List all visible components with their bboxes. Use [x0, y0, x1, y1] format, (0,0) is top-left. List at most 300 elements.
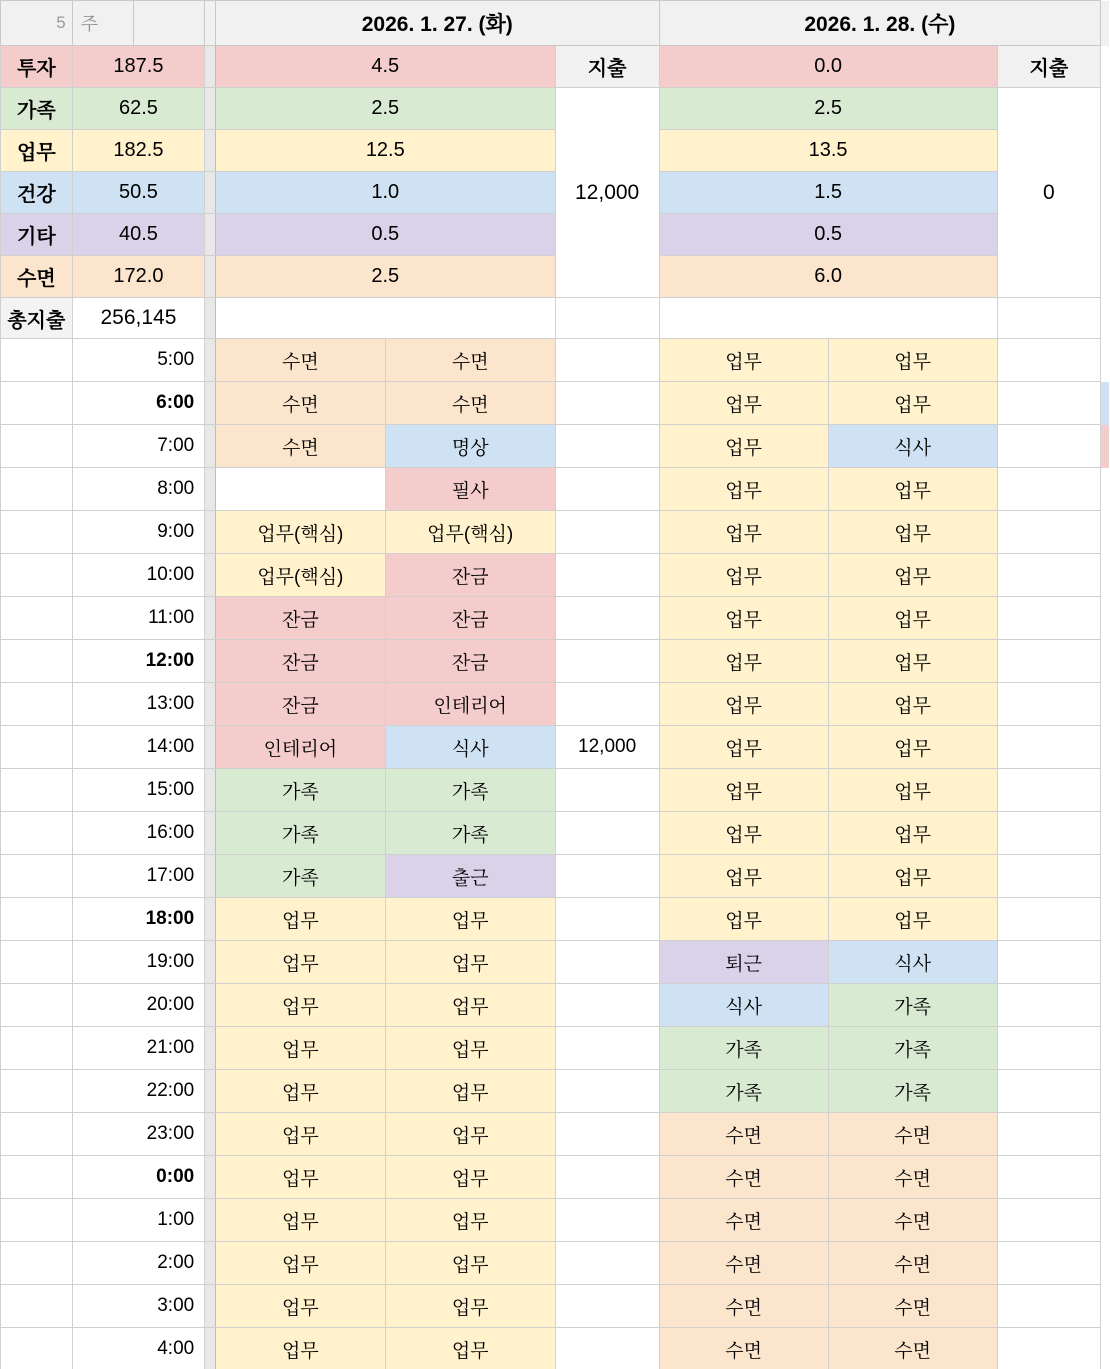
date-header-day2: 2026. 1. 28. (수) [659, 1, 1101, 46]
column-gap [205, 1070, 216, 1113]
category-day1-hours[interactable]: 0.5 [215, 214, 555, 256]
activity-cell-day1-actual[interactable]: 업무 [385, 1027, 555, 1070]
activity-cell-day1-actual[interactable]: 인테리어 [385, 683, 555, 726]
total-expense-row [1, 298, 1110, 339]
activity-cell-day1-actual[interactable]: 잔금 [385, 640, 555, 683]
activity-cell-day1-planned[interactable]: 인테리어 [215, 726, 385, 769]
expense-cell-day1[interactable] [555, 640, 659, 683]
activity-cell-day2-planned[interactable]: 수면 [659, 1113, 828, 1156]
right-edge-strip [1101, 468, 1110, 511]
right-edge-strip [1101, 1285, 1110, 1328]
activity-cell-day2-planned[interactable]: 업무 [659, 511, 828, 554]
right-edge-strip [1101, 511, 1110, 554]
empty-cell[interactable] [1, 1285, 73, 1328]
column-gap [205, 172, 216, 214]
activity-cell-day2-actual[interactable]: 수면 [828, 1199, 997, 1242]
activity-cell-day1-planned[interactable]: 잔금 [215, 640, 385, 683]
right-edge-strip [1101, 172, 1110, 214]
activity-cell-day2-planned[interactable]: 업무 [659, 640, 828, 683]
expense-cell-day2[interactable] [997, 1199, 1101, 1242]
activity-cell-day1-planned[interactable]: 수면 [215, 425, 385, 468]
time-label[interactable]: 18:00 [72, 898, 205, 941]
activity-cell-day2-actual[interactable]: 업무 [828, 726, 997, 769]
expense-cell-day2[interactable] [997, 468, 1101, 511]
time-row [1, 468, 1110, 511]
activity-cell-day1-actual[interactable]: 업무 [385, 1328, 555, 1369]
activity-cell-day2-planned[interactable]: 업무 [659, 726, 828, 769]
activity-cell-day1-actual[interactable]: 업무 [385, 1199, 555, 1242]
empty-cell[interactable] [1, 597, 73, 640]
empty-cell[interactable] [1, 339, 73, 382]
expense-cell-day1[interactable] [555, 511, 659, 554]
column-gap [205, 382, 216, 425]
activity-cell-day1-planned[interactable]: 가족 [215, 769, 385, 812]
expense-cell-day1[interactable] [555, 468, 659, 511]
time-row [1, 726, 1110, 769]
expense-cell-day1[interactable] [555, 597, 659, 640]
activity-cell-day1-actual[interactable]: 잔금 [385, 597, 555, 640]
total-expense-label[interactable]: 총지출 [1, 298, 73, 339]
activity-cell-day2-planned[interactable]: 업무 [659, 425, 828, 468]
expense-cell-day2[interactable] [997, 984, 1101, 1027]
activity-cell-day1-planned[interactable]: 업무 [215, 1070, 385, 1113]
empty-cell[interactable] [1, 683, 73, 726]
activity-cell-day2-planned[interactable]: 업무 [659, 554, 828, 597]
activity-cell-day2-actual[interactable]: 업무 [828, 683, 997, 726]
expense-cell-day2[interactable] [997, 1113, 1101, 1156]
category-day2-hours[interactable]: 6.0 [659, 256, 997, 298]
activity-cell-day2-planned[interactable]: 업무 [659, 769, 828, 812]
activity-cell-day2-actual[interactable]: 업무 [828, 898, 997, 941]
column-gap [205, 597, 216, 640]
activity-cell-day2-actual[interactable]: 업무 [828, 339, 997, 382]
column-gap [205, 1027, 216, 1070]
time-label[interactable]: 14:00 [72, 726, 205, 769]
expense-cell-day1[interactable] [555, 898, 659, 941]
empty-cell[interactable] [1, 1070, 73, 1113]
activity-cell-day2-actual[interactable]: 업무 [828, 812, 997, 855]
week-label: 주 [72, 1, 133, 46]
activity-cell-day2-planned[interactable]: 업무 [659, 683, 828, 726]
column-gap [205, 256, 216, 298]
column-gap [205, 1156, 216, 1199]
empty-cell[interactable] [1, 726, 73, 769]
expense-cell-day1[interactable] [555, 812, 659, 855]
time-label[interactable]: 17:00 [72, 855, 205, 898]
right-edge-strip [1101, 1027, 1110, 1070]
empty-cell[interactable] [1, 769, 73, 812]
activity-cell-day2-actual[interactable]: 식사 [828, 425, 997, 468]
activity-cell-day2-planned[interactable]: 업무 [659, 382, 828, 425]
time-label[interactable]: 0:00 [72, 1156, 205, 1199]
category-day1-hours[interactable]: 2.5 [215, 256, 555, 298]
expense-cell-day1[interactable] [555, 425, 659, 468]
activity-cell-day2-actual[interactable]: 업무 [828, 468, 997, 511]
time-label[interactable]: 3:00 [72, 1285, 205, 1328]
activity-cell-day1-planned[interactable]: 업무 [215, 941, 385, 984]
selection-edge-marker [1101, 1, 1110, 46]
expense-cell-day1[interactable]: 12,000 [555, 726, 659, 769]
empty-cell[interactable] [1, 468, 73, 511]
date-header-day1: 2026. 1. 27. (화) [215, 1, 659, 46]
activity-cell-day2-planned[interactable]: 업무 [659, 812, 828, 855]
expense-cell-day2[interactable] [997, 1027, 1101, 1070]
right-edge-strip [1101, 683, 1110, 726]
right-edge-strip [1101, 898, 1110, 941]
category-total[interactable]: 182.5 [72, 130, 205, 172]
right-edge-strip [1101, 214, 1110, 256]
activity-cell-day1-actual[interactable]: 업무(핵심) [385, 511, 555, 554]
expense-cell-day2[interactable] [997, 339, 1101, 382]
right-edge-strip [1101, 597, 1110, 640]
expense-cell-day1[interactable] [555, 1027, 659, 1070]
activity-cell-day2-planned[interactable]: 업무 [659, 597, 828, 640]
expense-cell-day1[interactable] [555, 339, 659, 382]
column-gap [205, 1113, 216, 1156]
right-edge-strip [1101, 298, 1110, 339]
activity-cell-day2-planned[interactable]: 업무 [659, 468, 828, 511]
time-row [1, 1027, 1110, 1070]
time-label[interactable]: 4:00 [72, 1328, 205, 1369]
activity-cell-day1-planned[interactable]: 업무 [215, 1027, 385, 1070]
column-gap [205, 339, 216, 382]
empty-cell[interactable] [1, 640, 73, 683]
expense-cell-day2[interactable] [997, 382, 1101, 425]
activity-cell-day2-planned[interactable]: 수면 [659, 1242, 828, 1285]
category-day2-hours[interactable]: 13.5 [659, 130, 997, 172]
activity-cell-day1-actual[interactable]: 업무 [385, 1070, 555, 1113]
time-row [1, 1113, 1110, 1156]
time-label[interactable]: 19:00 [72, 941, 205, 984]
time-label[interactable]: 22:00 [72, 1070, 205, 1113]
time-row [1, 898, 1110, 941]
activity-cell-day2-actual[interactable]: 수면 [828, 1328, 997, 1369]
activity-cell-day2-actual[interactable]: 식사 [828, 941, 997, 984]
column-gap [205, 941, 216, 984]
expense-value-day1[interactable]: 12,000 [555, 88, 659, 298]
category-day1-hours[interactable]: 4.5 [215, 46, 555, 88]
empty-cell[interactable] [1, 812, 73, 855]
activity-cell-day2-actual[interactable]: 가족 [828, 1027, 997, 1070]
time-label[interactable]: 13:00 [72, 683, 205, 726]
activity-cell-day2-planned[interactable]: 수면 [659, 1199, 828, 1242]
empty-cell[interactable] [1, 1156, 73, 1199]
empty-cell[interactable] [1, 382, 73, 425]
expense-cell-day2[interactable] [997, 898, 1101, 941]
time-label[interactable]: 23:00 [72, 1113, 205, 1156]
activity-cell-day1-actual[interactable]: 출근 [385, 855, 555, 898]
expense-cell-day1[interactable] [555, 382, 659, 425]
empty-cell[interactable] [555, 298, 659, 339]
activity-cell-day1-planned[interactable]: 업무 [215, 898, 385, 941]
activity-cell-day1-planned[interactable]: 잔금 [215, 683, 385, 726]
header-row [1, 1, 1110, 46]
activity-cell-day2-planned[interactable]: 업무 [659, 855, 828, 898]
time-row [1, 1199, 1110, 1242]
empty-cell[interactable] [1, 941, 73, 984]
time-label[interactable]: 9:00 [72, 511, 205, 554]
activity-cell-day1-planned[interactable]: 잔금 [215, 597, 385, 640]
activity-cell-day1-planned[interactable]: 수면 [215, 339, 385, 382]
activity-cell-day1-actual[interactable]: 업무 [385, 984, 555, 1027]
expense-cell-day1[interactable] [555, 1156, 659, 1199]
time-row [1, 425, 1110, 468]
expense-cell-day2[interactable] [997, 1242, 1101, 1285]
summary-row [1, 46, 1110, 88]
right-edge-strip [1101, 726, 1110, 769]
activity-cell-day1-actual[interactable]: 업무 [385, 1285, 555, 1328]
activity-cell-day1-actual[interactable]: 업무 [385, 1242, 555, 1285]
time-label[interactable]: 21:00 [72, 1027, 205, 1070]
time-label[interactable]: 8:00 [72, 468, 205, 511]
expense-cell-day2[interactable] [997, 1285, 1101, 1328]
right-edge-strip [1101, 1070, 1110, 1113]
time-label[interactable]: 12:00 [72, 640, 205, 683]
expense-cell-day1[interactable] [555, 1328, 659, 1369]
time-row [1, 339, 1110, 382]
column-gap [205, 554, 216, 597]
activity-cell-day2-actual[interactable]: 업무 [828, 597, 997, 640]
activity-cell-day2-planned[interactable]: 업무 [659, 898, 828, 941]
expense-cell-day2[interactable] [997, 812, 1101, 855]
column-gap [205, 726, 216, 769]
category-label[interactable]: 기타 [1, 214, 73, 256]
column-gap [205, 640, 216, 683]
category-day1-hours[interactable]: 12.5 [215, 130, 555, 172]
time-row [1, 812, 1110, 855]
activity-cell-day1-actual[interactable]: 업무 [385, 941, 555, 984]
category-total[interactable]: 62.5 [72, 88, 205, 130]
column-gap [205, 425, 216, 468]
activity-cell-day2-actual[interactable]: 수면 [828, 1285, 997, 1328]
category-day2-hours[interactable]: 0.5 [659, 214, 997, 256]
activity-cell-day1-actual[interactable]: 필사 [385, 468, 555, 511]
total-expense-value[interactable]: 256,145 [72, 298, 205, 339]
activity-cell-day2-actual[interactable]: 업무 [828, 382, 997, 425]
column-gap [205, 130, 216, 172]
expense-cell-day2[interactable] [997, 511, 1101, 554]
empty-cell[interactable] [1, 855, 73, 898]
activity-cell-day1-actual[interactable]: 명상 [385, 425, 555, 468]
activity-cell-day1-actual[interactable]: 업무 [385, 1113, 555, 1156]
activity-cell-day1-planned[interactable]: 가족 [215, 812, 385, 855]
right-edge-strip [1101, 256, 1110, 298]
empty-cell[interactable] [1, 1113, 73, 1156]
time-label[interactable]: 7:00 [72, 425, 205, 468]
activity-cell-day1-planned[interactable] [215, 468, 385, 511]
expense-cell-day1[interactable] [555, 1113, 659, 1156]
activity-cell-day1-planned[interactable]: 업무(핵심) [215, 554, 385, 597]
column-gap [205, 511, 216, 554]
empty-cell[interactable] [1, 554, 73, 597]
activity-cell-day1-planned[interactable]: 업무 [215, 1113, 385, 1156]
header-blank [134, 1, 205, 46]
expense-cell-day2[interactable] [997, 597, 1101, 640]
expense-cell-day1[interactable] [555, 984, 659, 1027]
expense-cell-day2[interactable] [997, 726, 1101, 769]
right-edge-strip [1101, 1328, 1110, 1369]
activity-cell-day2-planned[interactable]: 수면 [659, 1328, 828, 1369]
category-label[interactable]: 수면 [1, 256, 73, 298]
right-edge-strip [1101, 339, 1110, 382]
time-label[interactable]: 11:00 [72, 597, 205, 640]
empty-cell[interactable] [1, 425, 73, 468]
column-gap [205, 683, 216, 726]
time-label[interactable]: 6:00 [72, 382, 205, 425]
time-label[interactable]: 10:00 [72, 554, 205, 597]
expense-cell-day2[interactable] [997, 554, 1101, 597]
category-label[interactable]: 업무 [1, 130, 73, 172]
empty-cell[interactable] [1, 511, 73, 554]
expense-cell-day2[interactable] [997, 425, 1101, 468]
activity-cell-day2-actual[interactable]: 가족 [828, 1070, 997, 1113]
expense-cell-day2[interactable] [997, 1328, 1101, 1369]
activity-cell-day2-planned[interactable]: 가족 [659, 1027, 828, 1070]
expense-cell-day1[interactable] [555, 1285, 659, 1328]
activity-cell-day2-planned[interactable]: 업무 [659, 339, 828, 382]
activity-cell-day1-planned[interactable]: 업무 [215, 1199, 385, 1242]
expense-cell-day2[interactable] [997, 769, 1101, 812]
expense-cell-day1[interactable] [555, 1199, 659, 1242]
activity-cell-day2-planned[interactable]: 퇴근 [659, 941, 828, 984]
empty-cell[interactable] [1, 1199, 73, 1242]
column-gap [205, 46, 216, 88]
activity-cell-day1-actual[interactable]: 잔금 [385, 554, 555, 597]
activity-cell-day2-actual[interactable]: 가족 [828, 984, 997, 1027]
activity-cell-day1-planned[interactable]: 업무 [215, 1156, 385, 1199]
category-total[interactable]: 172.0 [72, 256, 205, 298]
time-label[interactable]: 15:00 [72, 769, 205, 812]
activity-cell-day2-actual[interactable]: 업무 [828, 769, 997, 812]
activity-cell-day1-actual[interactable]: 가족 [385, 812, 555, 855]
category-day2-hours[interactable]: 0.0 [659, 46, 997, 88]
time-label[interactable]: 1:00 [72, 1199, 205, 1242]
expense-cell-day1[interactable] [555, 683, 659, 726]
activity-cell-day1-actual[interactable]: 수면 [385, 339, 555, 382]
activity-cell-day1-actual[interactable]: 식사 [385, 726, 555, 769]
activity-cell-day1-planned[interactable]: 업무 [215, 1328, 385, 1369]
activity-cell-day2-actual[interactable]: 업무 [828, 640, 997, 683]
time-label[interactable]: 2:00 [72, 1242, 205, 1285]
empty-cell[interactable] [1, 1242, 73, 1285]
column-gap [205, 1285, 216, 1328]
expense-cell-day1[interactable] [555, 855, 659, 898]
activity-cell-day1-actual[interactable]: 수면 [385, 382, 555, 425]
time-row [1, 984, 1110, 1027]
right-edge-strip [1101, 425, 1110, 468]
category-day1-hours[interactable]: 1.0 [215, 172, 555, 214]
category-day2-hours[interactable]: 1.5 [659, 172, 997, 214]
right-edge-strip [1101, 1113, 1110, 1156]
right-edge-strip [1101, 1199, 1110, 1242]
category-label[interactable]: 건강 [1, 172, 73, 214]
empty-cell[interactable] [215, 298, 555, 339]
activity-cell-day2-actual[interactable]: 수면 [828, 1113, 997, 1156]
time-row [1, 683, 1110, 726]
expense-cell-day1[interactable] [555, 1070, 659, 1113]
time-label[interactable]: 20:00 [72, 984, 205, 1027]
activity-cell-day2-actual[interactable]: 업무 [828, 511, 997, 554]
right-edge-strip [1101, 554, 1110, 597]
activity-cell-day1-planned[interactable]: 업무 [215, 984, 385, 1027]
right-edge-strip [1101, 88, 1110, 130]
activity-cell-day1-actual[interactable]: 가족 [385, 769, 555, 812]
empty-cell[interactable] [1, 984, 73, 1027]
empty-cell[interactable] [659, 298, 997, 339]
activity-cell-day2-planned[interactable]: 수면 [659, 1156, 828, 1199]
category-label[interactable]: 가족 [1, 88, 73, 130]
activity-cell-day1-planned[interactable]: 업무(핵심) [215, 511, 385, 554]
column-gap [205, 1328, 216, 1369]
column-gap [205, 984, 216, 1027]
column-gap [205, 898, 216, 941]
time-row [1, 855, 1110, 898]
category-day1-hours[interactable]: 2.5 [215, 88, 555, 130]
activity-cell-day1-planned[interactable]: 가족 [215, 855, 385, 898]
activity-cell-day1-planned[interactable]: 수면 [215, 382, 385, 425]
time-row [1, 1156, 1110, 1199]
expense-cell-day1[interactable] [555, 1242, 659, 1285]
expense-cell-day2[interactable] [997, 683, 1101, 726]
activity-cell-day2-actual[interactable]: 수면 [828, 1156, 997, 1199]
activity-cell-day1-actual[interactable]: 업무 [385, 898, 555, 941]
expense-cell-day1[interactable] [555, 554, 659, 597]
summary-row [1, 130, 1110, 172]
activity-cell-day2-planned[interactable]: 가족 [659, 1070, 828, 1113]
activity-cell-day2-actual[interactable]: 업무 [828, 855, 997, 898]
category-total[interactable]: 40.5 [72, 214, 205, 256]
expense-cell-day1[interactable] [555, 769, 659, 812]
time-row [1, 1328, 1110, 1369]
summary-row [1, 172, 1110, 214]
activity-cell-day1-planned[interactable]: 업무 [215, 1242, 385, 1285]
right-edge-strip [1101, 46, 1110, 88]
time-label[interactable]: 16:00 [72, 812, 205, 855]
expense-label-day1[interactable]: 지출 [555, 46, 659, 88]
expense-cell-day2[interactable] [997, 1156, 1101, 1199]
activity-cell-day1-actual[interactable]: 업무 [385, 1156, 555, 1199]
activity-cell-day1-planned[interactable]: 업무 [215, 1285, 385, 1328]
time-row [1, 597, 1110, 640]
expense-label-day2[interactable]: 지출 [997, 46, 1101, 88]
right-edge-strip [1101, 769, 1110, 812]
right-edge-strip [1101, 1156, 1110, 1199]
category-label[interactable]: 투자 [1, 46, 73, 88]
time-label[interactable]: 5:00 [72, 339, 205, 382]
empty-cell[interactable] [997, 298, 1101, 339]
activity-cell-day2-actual[interactable]: 수면 [828, 1242, 997, 1285]
category-day2-hours[interactable]: 2.5 [659, 88, 997, 130]
expense-cell-day2[interactable] [997, 640, 1101, 683]
expense-cell-day1[interactable] [555, 941, 659, 984]
empty-cell[interactable] [1, 1027, 73, 1070]
right-edge-strip [1101, 382, 1110, 425]
summary-row [1, 256, 1110, 298]
expense-value-day2[interactable]: 0 [997, 88, 1101, 298]
column-gap [205, 812, 216, 855]
expense-cell-day2[interactable] [997, 1070, 1101, 1113]
expense-cell-day2[interactable] [997, 855, 1101, 898]
category-total[interactable]: 50.5 [72, 172, 205, 214]
expense-cell-day2[interactable] [997, 941, 1101, 984]
activity-cell-day2-actual[interactable]: 업무 [828, 554, 997, 597]
empty-cell[interactable] [1, 898, 73, 941]
category-total[interactable]: 187.5 [72, 46, 205, 88]
empty-cell[interactable] [1, 1328, 73, 1369]
column-gap [205, 1199, 216, 1242]
activity-cell-day2-planned[interactable]: 수면 [659, 1285, 828, 1328]
activity-cell-day2-planned[interactable]: 식사 [659, 984, 828, 1027]
